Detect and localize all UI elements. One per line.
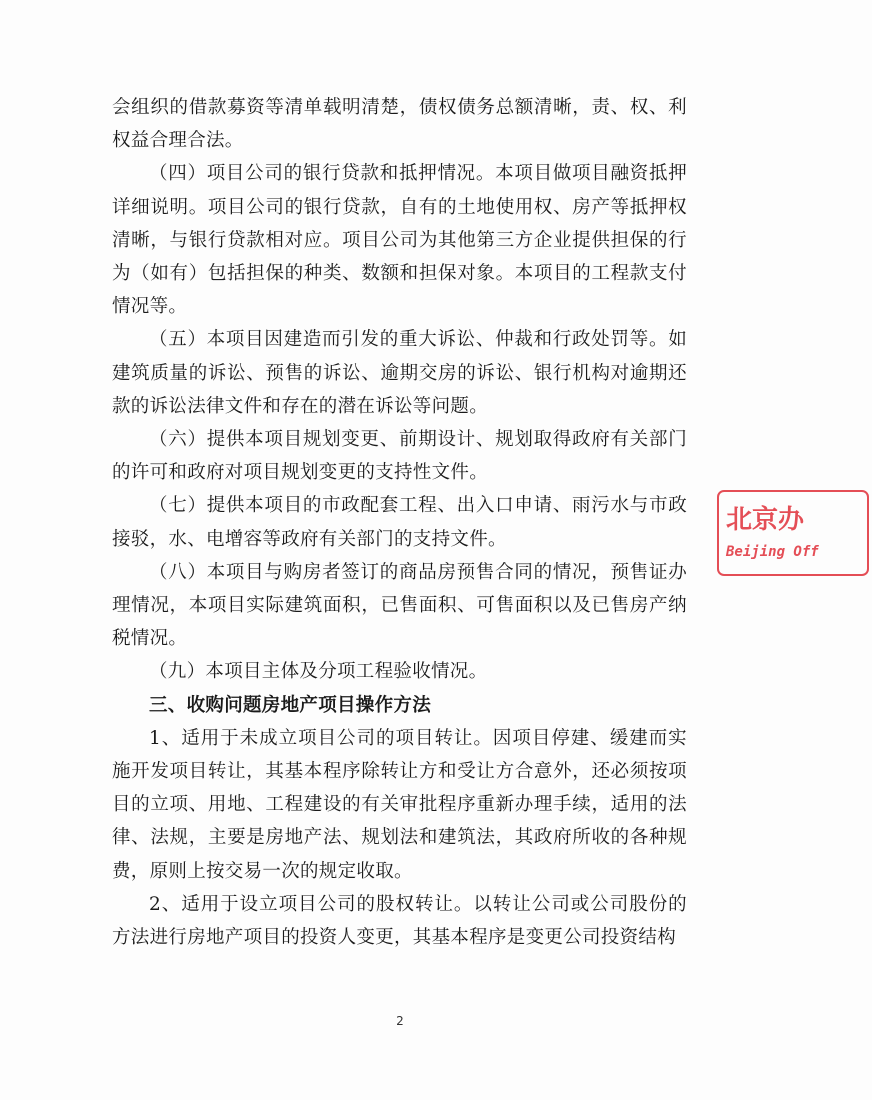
body-paragraph: （八）本项目与购房者签订的商品房预售合同的情况，预售证办理情况，本项目实际建筑面积，已售面积、可售面积以及已售房产纳税情况。 <box>112 561 687 650</box>
svg-text:Beijing Off: Beijing Off <box>726 544 819 560</box>
body-paragraph: （四）项目公司的银行贷款和抵押情况。本项目做项目融资抵押详细说明。项目公司的银行贷款，自有的土地使用权、房产等抵押权清晰，与银行贷款相对应。项目公司为其他第三方企业提供担保的行为（如有）包括担保的种类、数额和担保对象。本项目的工程款支付情况等。 <box>112 163 687 318</box>
section-heading: 三、收购问题房地产项目操作方法 <box>149 694 432 716</box>
body-paragraph: 2、适用于设立项目公司的股权转让。以转让公司或公司股份的方法进行房地产项目的投资人变更，其基本程序是变更公司投资结构 <box>112 893 687 949</box>
office-seal-stamp <box>712 488 819 580</box>
body-paragraph: 会组织的借款募资等清单载明清楚，债权债务总额清晰，责、权、利权益合理合法。 <box>112 97 687 152</box>
body-paragraph: （七）提供本项目的市政配套工程、出入口申请、雨污水与市政接驳，水、电增容等政府有关部门的支持文件。 <box>112 495 687 550</box>
seal-graphic <box>712 488 872 580</box>
body-paragraph: 1、适用于未成立项目公司的项目转让。因项目停建、缓建而实施开发项目转让，其基本程序除转让方和受让方合意外，还必须按项目的立项、用地、工程建设的有关审批程序重新办理手续，适用的法律、法规，主要是房地产法、规划法和建筑法，其政府所收的各种规费，原则上按交易一次的规定收取。 <box>112 727 687 882</box>
page-number: 2 <box>396 1014 404 1028</box>
svg-text:北京办: 北京办 <box>726 505 805 535</box>
body-paragraph: （五）本项目因建造而引发的重大诉讼、仲裁和行政处罚等。如建筑质量的诉讼、预售的诉讼、逾期交房的诉讼、银行机构对逾期还款的诉讼法律文件和存在的潜在诉讼等问题。 <box>112 329 687 417</box>
body-paragraph: （九）本项目主体及分项工程验收情况。 <box>149 661 488 683</box>
body-paragraph: （六）提供本项目规划变更、前期设计、规划取得政府有关部门的许可和政府对项目规划变更的支持性文件。 <box>112 429 687 484</box>
document-body <box>112 91 687 954</box>
